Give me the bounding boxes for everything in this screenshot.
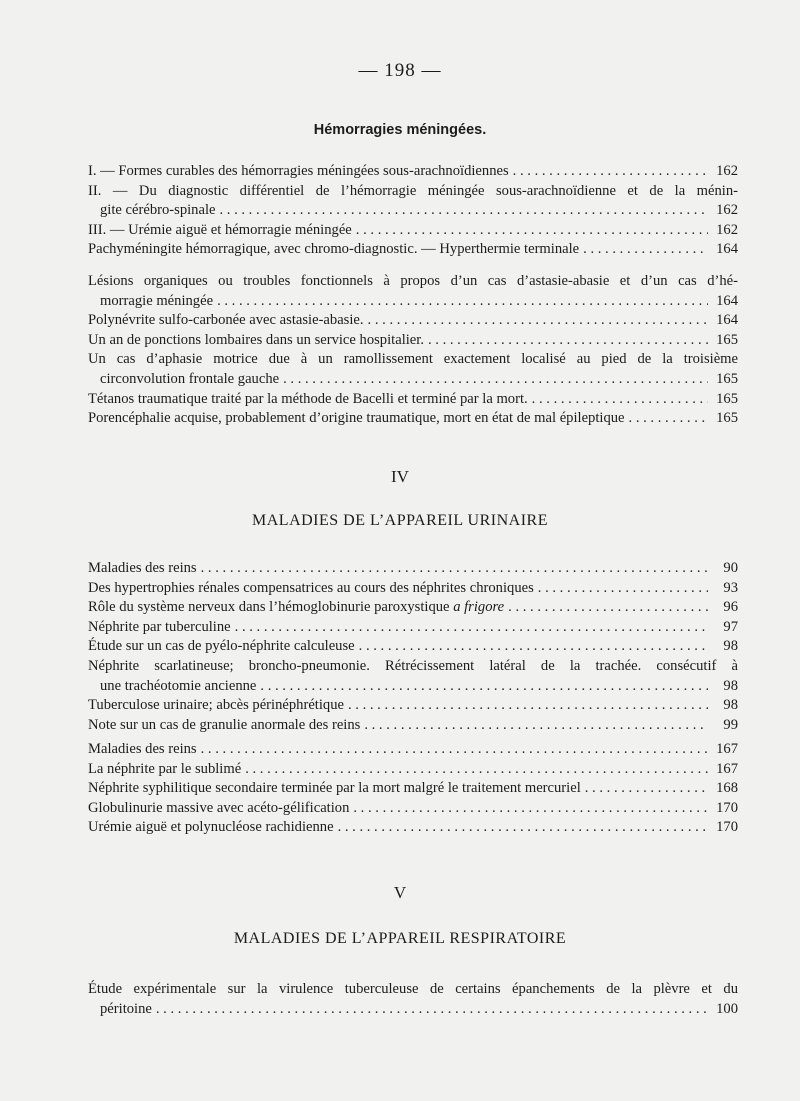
entry-title-line1: Un cas d’aphasie motrice due à un ramollissement exactement localisé au pied de la troisième (88, 351, 738, 368)
entry-title: Néphrite syphilitique secondaire terminée par la mort malgré le traitement mercuriel (88, 780, 581, 797)
dot-leader (231, 618, 708, 638)
entry-title-line2: péritoine (100, 1000, 152, 1017)
dot-leader (352, 221, 708, 241)
page-number: — 198 — (358, 60, 442, 81)
dot-leader (279, 370, 708, 390)
toc-entry (88, 350, 738, 389)
entry-title: Maladies des reins (88, 741, 197, 757)
section-number-iv: IV (391, 467, 409, 486)
toc-entry (88, 240, 738, 260)
dot-leader (215, 201, 708, 221)
toc-entry (88, 740, 738, 760)
toc-entry (88, 618, 738, 638)
toc-entry (88, 409, 738, 429)
page-ref: 162 (716, 221, 738, 238)
dot-leader (528, 390, 708, 410)
dot-leader (364, 311, 708, 331)
entry-title-line1: II. — Du diagnostic différentiel de l’hémorragie méningée sous-arachnoïdienne et de la ménin- (88, 182, 738, 199)
chapter-title-urinaire: MALADIES DE L’APPAREIL URINAIRE (252, 512, 548, 529)
page-ref: 165 (716, 331, 738, 348)
dot-leader (197, 559, 708, 579)
toc-entry (88, 980, 738, 1019)
section-heading-hemorragies: Hémorragies méningées. (313, 122, 487, 138)
page-ref: 170 (716, 819, 738, 836)
entry-title: Urémie aiguë et polynucléose rachidienne (88, 819, 334, 836)
dot-leader (509, 162, 708, 182)
page-ref: 98 (723, 638, 738, 655)
entry-title: Des hypertrophies rénales compensatrices au cours des néphrites chroniques (88, 579, 534, 596)
dot-leader (534, 579, 708, 599)
entry-title: I. — Formes curables des hémorragies méningées sous-arachnoïdiennes (88, 163, 509, 179)
entry-title-line2: une trachéotomie ancienne (100, 677, 257, 694)
toc-entry (88, 598, 738, 618)
entry-title: Pachyméningite hémorragique, avec chromo-diagnostic. — Hyperthermie terminale (88, 241, 580, 258)
entry-title: Maladies des reins (88, 560, 197, 576)
toc-entry (88, 272, 738, 311)
page-ref: 165 (716, 370, 738, 387)
section-number-v: V (393, 883, 407, 902)
entry-title: La néphrite par le sublimé (88, 760, 242, 777)
toc-group-respiratoire-1 (88, 980, 738, 1019)
entry-title-line2: circonvolution frontale gauche (100, 370, 280, 387)
page-ref: 165 (716, 390, 738, 407)
toc-entry (88, 221, 738, 241)
toc-entry (88, 637, 738, 657)
dot-leader (197, 740, 708, 760)
entry-title-line1: Lésions organiques ou troubles fonctionnels à propos d’un cas d’astasie-abasie et d’un cas d’hé- (88, 273, 738, 289)
entry-title: III. — Urémie aiguë et hémorragie méningée (88, 221, 352, 238)
entry-title: Porencéphalie acquise, probablement d’origine traumatique, mort en état de mal épileptique (88, 410, 625, 427)
dot-leader (152, 1000, 708, 1020)
dot-leader (349, 799, 708, 819)
page-ref: 165 (716, 410, 738, 427)
dot-leader (334, 818, 708, 838)
entry-title: Néphrite par tuberculine (88, 618, 231, 635)
toc-entry (88, 657, 738, 696)
entry-title: Tétanos traumatique traité par la méthode de Bacelli et terminé par la mort. (88, 390, 528, 407)
toc-entry (88, 799, 738, 819)
entry-title: Étude sur un cas de pyélo-néphrite calculeuse (88, 638, 355, 655)
dot-leader (355, 637, 708, 657)
entry-title: Polynévrite sulfo-carbonée avec astasie-abasie. (88, 312, 364, 329)
dot-leader (581, 779, 708, 799)
dot-leader (256, 677, 708, 697)
dot-leader (213, 292, 708, 312)
page-ref: 162 (716, 163, 738, 179)
page-ref: 90 (723, 560, 738, 576)
entry-title: Globulinurie massive avec acéto-gélification (88, 799, 350, 816)
entry-title-line2: morragie méningée (100, 292, 214, 309)
dot-leader (241, 760, 708, 780)
toc-group-urinaire-2 (88, 740, 738, 838)
dot-leader (344, 696, 708, 716)
toc-entry (88, 162, 738, 182)
toc-entry (88, 760, 738, 780)
page-ref: 170 (716, 799, 738, 816)
entry-title-line1: Étude expérimentale sur la virulence tuberculeuse de certains épanchements de la plèvre et du (88, 981, 738, 997)
page-ref: 96 (723, 599, 738, 616)
dot-leader (579, 240, 708, 260)
toc-entry (88, 696, 738, 716)
page-ref: 98 (723, 697, 738, 714)
page-ref: 164 (716, 241, 738, 258)
toc-entry (88, 390, 738, 410)
toc-entry (88, 311, 738, 331)
entry-title-italic: a frigore (453, 599, 505, 616)
toc-entry (88, 716, 738, 736)
dot-leader (504, 598, 708, 618)
page-ref: 100 (716, 1000, 738, 1017)
page-ref: 93 (723, 579, 738, 596)
toc-entry (88, 559, 738, 579)
entry-title: Note sur un cas de granulie anormale des reins (88, 716, 361, 733)
toc-entry (88, 779, 738, 799)
page-ref: 164 (716, 312, 738, 329)
toc-group-hemorragies-2 (88, 272, 738, 429)
page-ref: 97 (723, 618, 738, 635)
toc-entry (88, 579, 738, 599)
page-ref: 167 (716, 760, 738, 777)
entry-title: Rôle du système nerveux dans l’hémoglobinurie paroxystique (88, 599, 450, 616)
chapter-title-respiratoire: MALADIES DE L’APPAREIL RESPIRATOIRE (233, 930, 567, 947)
toc-entry (88, 818, 738, 838)
entry-title-line2: gite cérébro-spinale (100, 202, 216, 219)
page-ref: 99 (723, 716, 738, 733)
dot-leader (625, 409, 708, 429)
toc-group-urinaire-1 (88, 559, 738, 735)
entry-title-line1: Néphrite scarlatineuse; broncho-pneumonie. Rétrécissement latéral de la trachée. consécutif à (88, 657, 738, 674)
toc-entry (88, 182, 738, 221)
page-ref: 98 (723, 677, 738, 694)
toc-group-hemorragies-1 (88, 162, 738, 260)
page-ref: 164 (716, 292, 738, 309)
page-ref: 162 (716, 202, 738, 219)
dot-leader (360, 716, 708, 736)
entry-title: Un an de ponctions lombaires dans un service hospitalier. (88, 331, 424, 348)
dot-leader (424, 331, 708, 351)
entry-title: Tuberculose urinaire; abcès périnéphrétique (88, 697, 344, 714)
page-ref: 168 (716, 780, 738, 797)
page-ref: 167 (716, 741, 738, 757)
toc-entry (88, 331, 738, 351)
